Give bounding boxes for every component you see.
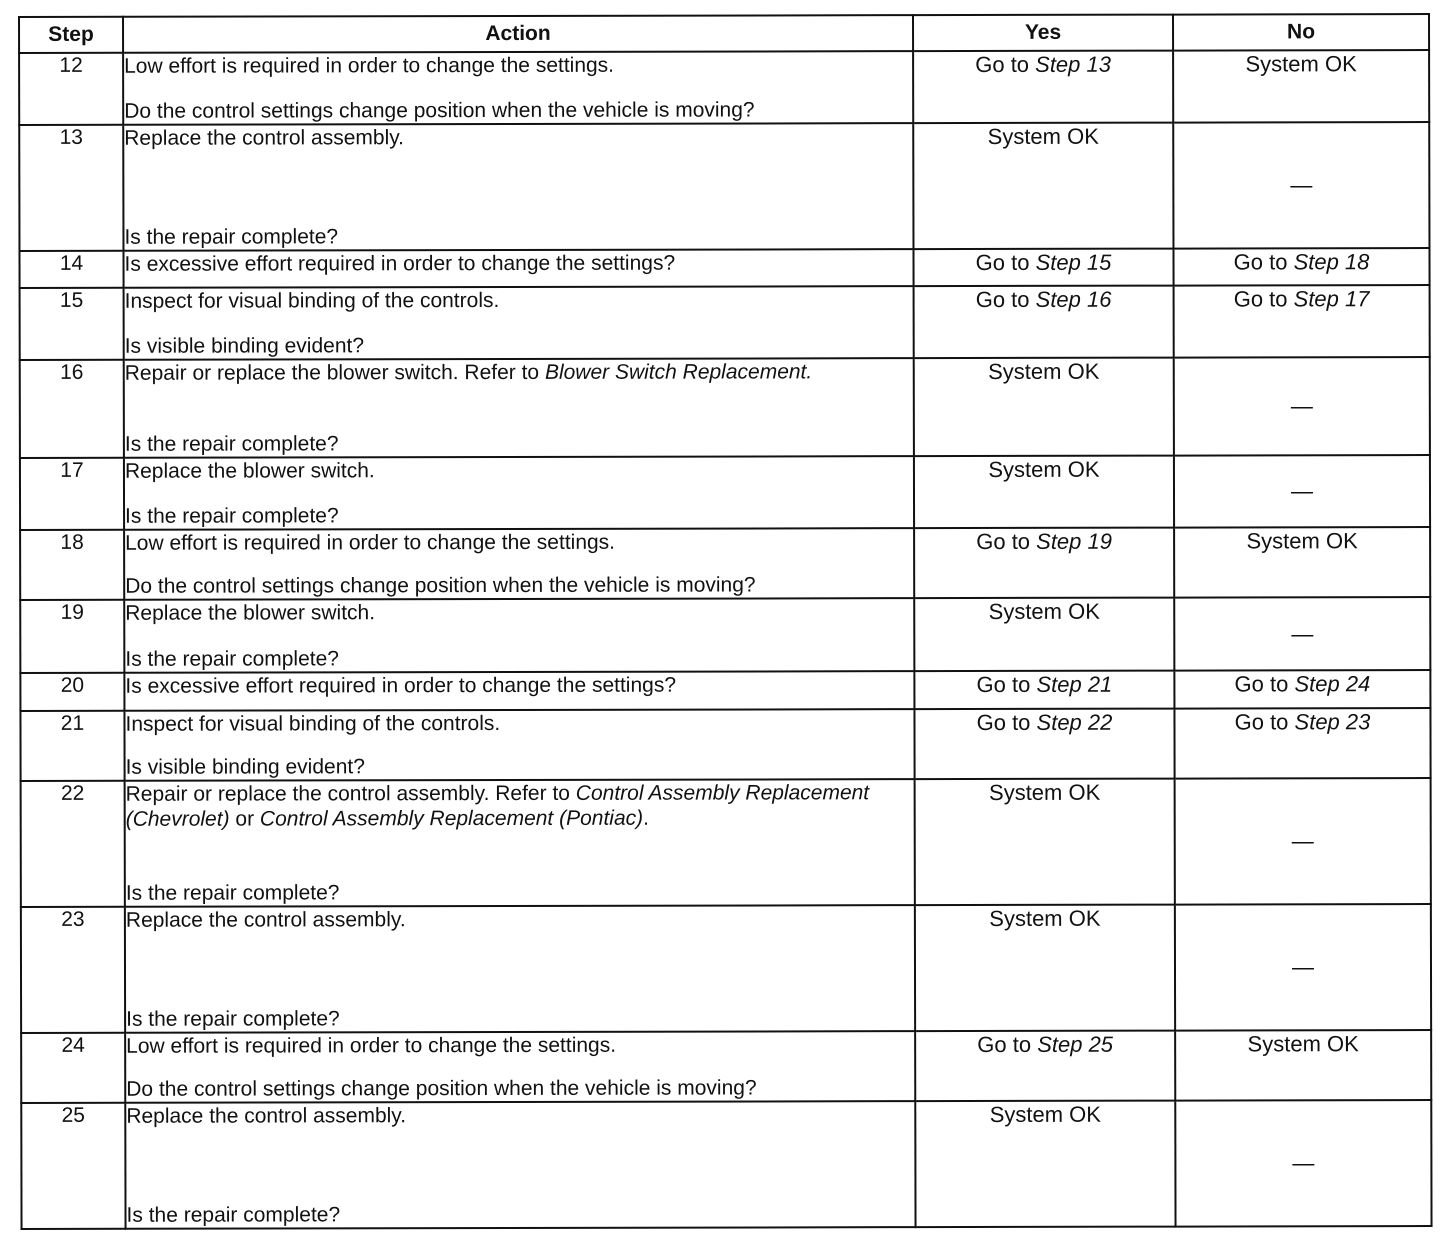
table-row <box>20 670 1430 711</box>
yes-prefix: Go to <box>976 528 1037 554</box>
action-cell <box>124 358 914 458</box>
no-prefix: Go to <box>1233 249 1294 275</box>
action-question: Is excessive effort required in order to change the settings? <box>124 251 676 276</box>
step-number: 25 <box>21 1103 125 1229</box>
yes-cell <box>913 51 1173 124</box>
table-row <box>21 1030 1431 1103</box>
table-row <box>20 455 1430 530</box>
step-number: 21 <box>20 711 124 781</box>
no-cell-dash: — <box>1174 597 1430 671</box>
yes-prefix: Go to <box>977 1031 1038 1057</box>
yes-cell: System OK <box>915 779 1175 906</box>
reference-link-chevrolet[interactable]: Control Assembly Replacement (Chevrolet) <box>125 781 870 831</box>
step-link[interactable]: Step 25 <box>1037 1031 1114 1057</box>
action-cell <box>124 286 914 360</box>
yes-prefix: Go to <box>976 671 1037 697</box>
action-instruction: Replace the blower switch. <box>124 459 375 483</box>
step-number: 15 <box>20 288 124 360</box>
action-cell <box>124 671 914 711</box>
no-cell-dash: — <box>1175 904 1431 1031</box>
action-cell <box>125 1031 915 1103</box>
step-number: 19 <box>20 600 124 673</box>
table-row <box>21 904 1431 1033</box>
action-connector: or <box>229 807 260 831</box>
no-cell: System OK <box>1173 50 1429 123</box>
action-instruction: Low effort is required in order to change the settings. <box>125 530 616 555</box>
action-instruction: Replace the control assembly. <box>124 126 405 150</box>
step-link[interactable]: Step 19 <box>1036 528 1113 554</box>
step-link[interactable]: Step 23 <box>1294 709 1371 735</box>
no-cell: System OK <box>1175 1030 1431 1101</box>
table-row <box>21 778 1431 907</box>
action-instruction: Low effort is required in order to change the settings. <box>126 1033 617 1058</box>
action-question: Is visible binding evident? <box>125 755 365 779</box>
yes-cell: System OK <box>914 598 1174 672</box>
step-link[interactable]: Step 13 <box>1035 51 1112 77</box>
step-link[interactable]: Step 21 <box>1036 671 1113 697</box>
action-question: Do the control settings change position when the vehicle is moving? <box>125 573 756 598</box>
yes-cell <box>914 286 1174 359</box>
yes-cell: System OK <box>914 456 1174 529</box>
yes-cell <box>913 249 1173 287</box>
table-row <box>20 597 1430 673</box>
reference-link[interactable]: Blower Switch Replacement. <box>544 360 813 384</box>
action-question: Is the repair complete? <box>126 1203 341 1227</box>
table-row <box>19 50 1429 125</box>
action-instruction: Replace the control assembly. <box>126 1104 407 1128</box>
step-link[interactable]: Step 24 <box>1294 671 1371 697</box>
action-instruction <box>125 359 913 386</box>
action-question: Is the repair complete? <box>125 881 340 905</box>
reference-link-pontiac[interactable]: Control Assembly Replacement (Pontiac) <box>259 806 644 831</box>
action-cell <box>125 779 915 907</box>
action-cell <box>123 51 913 125</box>
yes-cell: System OK <box>915 905 1175 1032</box>
action-question: Is the repair complete? <box>124 225 339 249</box>
action-instruction <box>126 780 914 832</box>
action-question: Is the repair complete? <box>125 504 339 528</box>
action-instruction: Replace the control assembly. <box>125 908 406 932</box>
no-cell-dash: — <box>1173 122 1429 249</box>
table-row <box>20 527 1430 600</box>
yes-cell <box>914 528 1174 599</box>
action-cell <box>124 709 914 781</box>
action-cell <box>125 905 915 1033</box>
no-cell-dash: — <box>1174 455 1430 528</box>
action-cell <box>123 249 913 288</box>
yes-cell: System OK <box>913 123 1173 250</box>
no-cell: System OK <box>1174 527 1430 598</box>
header-yes: Yes <box>913 15 1173 52</box>
action-question: Is the repair complete? <box>126 1007 340 1031</box>
step-link[interactable]: Step 17 <box>1293 286 1370 312</box>
step-link[interactable]: Step 18 <box>1293 249 1370 275</box>
step-link[interactable]: Step 15 <box>1035 249 1112 275</box>
action-question: Do the control settings change position when the vehicle is moving? <box>124 98 755 123</box>
no-cell-dash: — <box>1175 778 1431 905</box>
step-number: 13 <box>19 125 123 251</box>
step-number: 18 <box>20 530 124 600</box>
action-instruction: Inspect for visual binding of the controls. <box>124 288 500 313</box>
step-link[interactable]: Step 16 <box>1035 286 1112 312</box>
step-number: 17 <box>20 458 124 530</box>
action-cell <box>124 598 914 673</box>
action-period: . <box>643 806 649 830</box>
table-row <box>20 285 1430 360</box>
table-row <box>20 708 1430 781</box>
step-number: 20 <box>20 673 124 711</box>
no-prefix: Go to <box>1233 286 1294 312</box>
action-question: Do the control settings change position when the vehicle is moving? <box>126 1076 757 1101</box>
step-number: 23 <box>21 907 125 1033</box>
action-instruction-text: Repair or replace the blower switch. Refer to <box>124 360 545 385</box>
no-prefix: Go to <box>1234 709 1295 735</box>
action-cell <box>123 123 913 251</box>
action-cell <box>124 456 914 530</box>
no-cell <box>1174 670 1430 709</box>
no-prefix: Go to <box>1234 671 1295 697</box>
header-no: No <box>1173 14 1429 51</box>
no-cell <box>1173 248 1429 286</box>
action-cell <box>125 1101 915 1229</box>
step-link[interactable]: Step 22 <box>1036 709 1113 735</box>
yes-cell <box>914 709 1174 780</box>
yes-cell: System OK <box>915 1101 1175 1228</box>
step-number: 16 <box>20 360 124 458</box>
header-row <box>19 14 1429 53</box>
action-question: Is the repair complete? <box>125 647 339 671</box>
action-question: Is the repair complete? <box>124 432 339 456</box>
table-row <box>19 248 1429 288</box>
header-action: Action <box>123 15 913 53</box>
header-step: Step <box>19 17 123 53</box>
action-instruction-text: Repair or replace the control assembly. Refer to <box>125 781 576 806</box>
yes-prefix: Go to <box>975 249 1036 275</box>
action-instruction: Replace the blower switch. <box>125 601 376 625</box>
action-instruction: Low effort is required in order to change the settings. <box>124 53 615 78</box>
step-number: 12 <box>19 53 123 125</box>
table-row <box>19 122 1429 251</box>
action-cell <box>124 528 914 600</box>
action-instruction: Inspect for visual binding of the controls. <box>125 711 501 736</box>
step-number: 14 <box>19 251 123 288</box>
no-cell <box>1174 285 1430 358</box>
diagnostic-table <box>18 13 1433 1230</box>
no-cell-dash: — <box>1175 1100 1431 1227</box>
yes-prefix: Go to <box>975 286 1036 312</box>
yes-cell: System OK <box>914 358 1174 457</box>
yes-cell <box>914 671 1174 710</box>
table-row <box>21 1100 1431 1229</box>
action-question: Is excessive effort required in order to change the settings? <box>125 673 677 698</box>
table-row <box>20 357 1430 458</box>
step-number: 22 <box>21 781 125 907</box>
yes-cell <box>915 1031 1175 1102</box>
yes-prefix: Go to <box>975 51 1036 77</box>
no-cell <box>1174 708 1430 779</box>
action-question: Is visible binding evident? <box>124 334 365 358</box>
no-cell-dash: — <box>1174 357 1430 456</box>
step-number: 24 <box>21 1033 125 1103</box>
yes-prefix: Go to <box>976 709 1037 735</box>
